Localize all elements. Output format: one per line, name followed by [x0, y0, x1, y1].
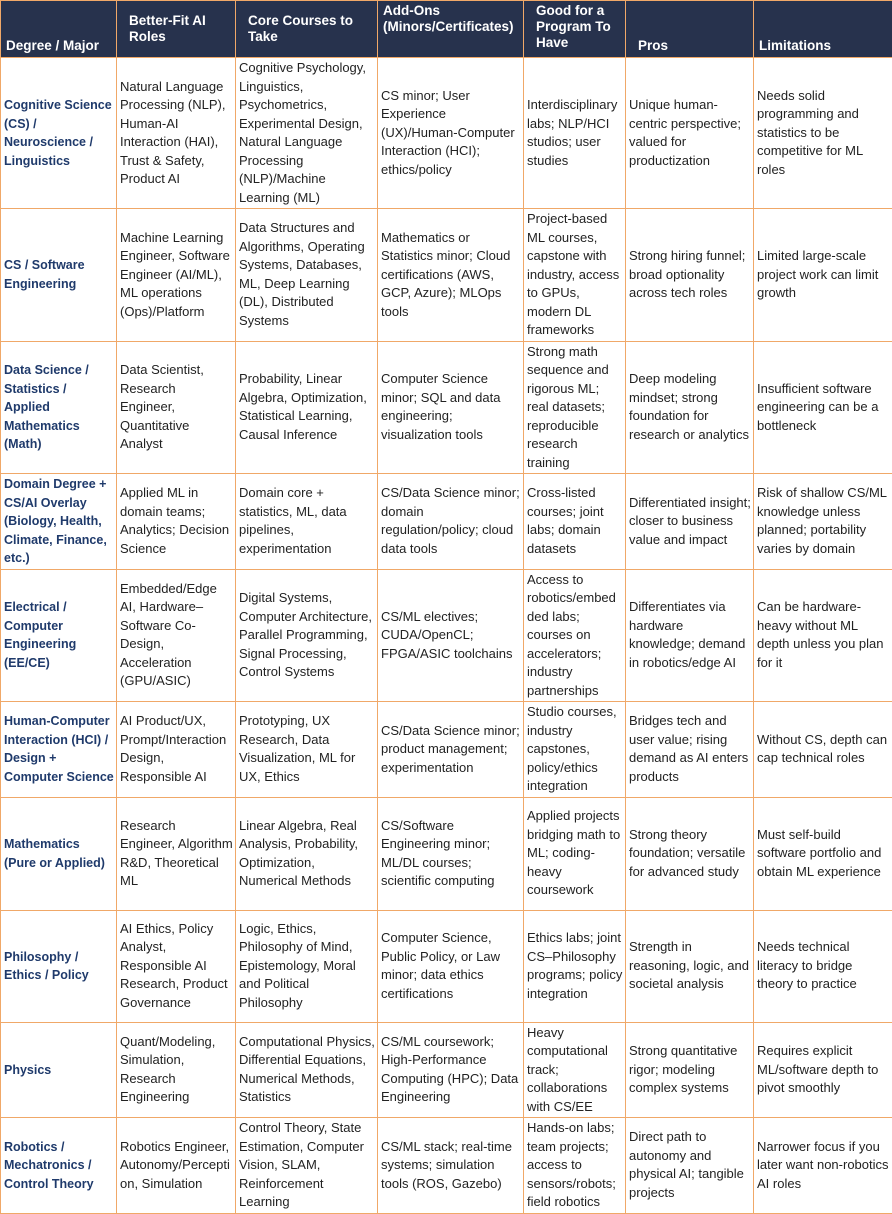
addons-cell: CS/Data Science minor; domain regulation/policy; cloud data tools [378, 474, 524, 570]
pros-cell: Strength in reasoning, logic, and societal analysis [626, 910, 754, 1022]
table-row [1, 1022, 892, 1118]
courses-cell: Domain core + statistics, ML, data pipelines, experimentation [236, 474, 378, 570]
table-row [1, 569, 892, 702]
degree-cell: Human-Computer Interaction (HCI) / Design + Computer Science [1, 702, 117, 798]
table-row [1, 910, 892, 1022]
addons-cell: Mathematics or Statistics minor; Cloud certifications (AWS, GCP, Azure); MLOps tools [378, 209, 524, 342]
header-row [1, 1, 892, 58]
roles-cell: AI Ethics, Policy Analyst, Responsible AI Research, Product Governance [117, 910, 236, 1022]
degree-cell: Robotics / Mechatronics / Control Theory [1, 1118, 117, 1214]
pros-cell: Strong hiring funnel; broad optionality across tech roles [626, 209, 754, 342]
addons-cell: CS/Data Science minor; product management; experimentation [378, 702, 524, 798]
program-cell: Hands-on labs; team projects; access to sensors/robots; field robotics [524, 1118, 626, 1214]
roles-cell: Data Scientist, Research Engineer, Quantitative Analyst [117, 341, 236, 474]
program-cell: Strong math sequence and rigorous ML; real datasets; reproducible research training [524, 341, 626, 474]
pros-cell: Unique human-centric perspective; valued for productization [626, 58, 754, 209]
degree-cell: Philosophy / Ethics / Policy [1, 910, 117, 1022]
limitations-cell: Limited large-scale project work can limit growth [754, 209, 892, 342]
courses-cell: Digital Systems, Computer Architecture, Parallel Programming, Signal Processing, Control Systems [236, 569, 378, 702]
program-cell: Access to robotics/embedded labs; courses on accelerators; industry partnerships [524, 569, 626, 702]
program-cell: Studio courses, industry capstones, policy/ethics integration [524, 702, 626, 798]
pros-cell: Differentiates via hardware knowledge; demand in robotics/edge AI [626, 569, 754, 702]
degree-cell: Physics [1, 1022, 117, 1118]
limitations-cell: Can be hardware-heavy without ML depth unless you plan for it [754, 569, 892, 702]
header-courses: Core Courses to Take [236, 1, 378, 58]
roles-cell: Embedded/Edge AI, Hardware–Software Co-Design, Acceleration (GPU/ASIC) [117, 569, 236, 702]
roles-cell: Robotics Engineer, Autonomy/Perception, Simulation [117, 1118, 236, 1214]
roles-cell: Quant/Modeling, Simulation, Research Engineering [117, 1022, 236, 1118]
pros-cell: Differentiated insight; closer to business value and impact [626, 474, 754, 570]
degree-cell: Domain Degree + CS/AI Overlay (Biology, Health, Climate, Finance, etc.) [1, 474, 117, 570]
table-row [1, 209, 892, 342]
header-roles: Better-Fit AI Roles [117, 1, 236, 58]
courses-cell: Computational Physics, Differential Equations, Numerical Methods, Statistics [236, 1022, 378, 1118]
header-limitations: Limitations [754, 1, 892, 58]
table-row [1, 1118, 892, 1214]
roles-cell: Research Engineer, Algorithm R&D, Theoretical ML [117, 797, 236, 910]
table-row [1, 341, 892, 474]
addons-cell: Computer Science minor; SQL and data engineering; visualization tools [378, 341, 524, 474]
limitations-cell: Risk of shallow CS/ML knowledge unless planned; portability varies by domain [754, 474, 892, 570]
program-cell: Applied projects bridging math to ML; coding-heavy coursework [524, 797, 626, 910]
addons-cell: CS/ML coursework; High-Performance Computing (HPC); Data Engineering [378, 1022, 524, 1118]
table-row [1, 702, 892, 798]
degree-cell: Cognitive Science (CS) / Neuroscience / Linguistics [1, 58, 117, 209]
roles-cell: Applied ML in domain teams; Analytics; Decision Science [117, 474, 236, 570]
limitations-cell: Must self-build software portfolio and obtain ML experience [754, 797, 892, 910]
courses-cell: Linear Algebra, Real Analysis, Probability, Optimization, Numerical Methods [236, 797, 378, 910]
degree-cell: Data Science / Statistics / Applied Mathematics (Math) [1, 341, 117, 474]
limitations-cell: Needs technical literacy to bridge theory to practice [754, 910, 892, 1022]
header-pros: Pros [626, 1, 754, 58]
program-cell: Ethics labs; joint CS–Philosophy programs; policy integration [524, 910, 626, 1022]
header-addons: Add-Ons (Minors/Certificates) [378, 1, 524, 58]
pros-cell: Strong theory foundation; versatile for advanced study [626, 797, 754, 910]
program-cell: Interdisciplinary labs; NLP/HCI studios; user studies [524, 58, 626, 209]
addons-cell: CS/Software Engineering minor; ML/DL courses; scientific computing [378, 797, 524, 910]
table-row [1, 58, 892, 209]
addons-cell: CS/ML stack; real-time systems; simulation tools (ROS, Gazebo) [378, 1118, 524, 1214]
courses-cell: Cognitive Psychology, Linguistics, Psychometrics, Experimental Design, Natural Language Processing (NLP)/Machine Learning (ML) [236, 58, 378, 209]
header-degree: Degree / Major [1, 1, 117, 58]
pros-cell: Strong quantitative rigor; modeling complex systems [626, 1022, 754, 1118]
addons-cell: CS/ML electives; CUDA/OpenCL; FPGA/ASIC toolchains [378, 569, 524, 702]
limitations-cell: Narrower focus if you later want non-robotics AI roles [754, 1118, 892, 1214]
table-row [1, 797, 892, 910]
pros-cell: Bridges tech and user value; rising demand as AI enters products [626, 702, 754, 798]
addons-cell: CS minor; User Experience (UX)/Human-Computer Interaction (HCI); ethics/policy [378, 58, 524, 209]
header-program: Good for a Program To Have [524, 1, 626, 58]
degree-cell: Electrical / Computer Engineering (EE/CE) [1, 569, 117, 702]
table-row [1, 474, 892, 570]
pros-cell: Deep modeling mindset; strong foundation for research or analytics [626, 341, 754, 474]
roles-cell: Natural Language Processing (NLP), Human-AI Interaction (HAI), Trust & Safety, Product AI [117, 58, 236, 209]
courses-cell: Control Theory, State Estimation, Computer Vision, SLAM, Reinforcement Learning [236, 1118, 378, 1214]
addons-cell: Computer Science, Public Policy, or Law minor; data ethics certifications [378, 910, 524, 1022]
degree-cell: Mathematics (Pure or Applied) [1, 797, 117, 910]
degree-cell: CS / Software Engineering [1, 209, 117, 342]
courses-cell: Data Structures and Algorithms, Operating Systems, Databases, ML, Deep Learning (DL), Distributed Systems [236, 209, 378, 342]
program-cell: Project-based ML courses, capstone with industry, access to GPUs, modern DL frameworks [524, 209, 626, 342]
program-cell: Cross-listed courses; joint labs; domain datasets [524, 474, 626, 570]
pros-cell: Direct path to autonomy and physical AI; tangible projects [626, 1118, 754, 1214]
limitations-cell: Without CS, depth can cap technical roles [754, 702, 892, 798]
courses-cell: Probability, Linear Algebra, Optimization, Statistical Learning, Causal Inference [236, 341, 378, 474]
limitations-cell: Needs solid programming and statistics to be competitive for ML roles [754, 58, 892, 209]
program-cell: Heavy computational track; collaborations with CS/EE [524, 1022, 626, 1118]
roles-cell: Machine Learning Engineer, Software Engineer (AI/ML), ML operations (Ops)/Platform [117, 209, 236, 342]
courses-cell: Prototyping, UX Research, Data Visualization, ML for UX, Ethics [236, 702, 378, 798]
courses-cell: Logic, Ethics, Philosophy of Mind, Epistemology, Moral and Political Philosophy [236, 910, 378, 1022]
limitations-cell: Requires explicit ML/software depth to pivot smoothly [754, 1022, 892, 1118]
roles-cell: AI Product/UX, Prompt/Interaction Design, Responsible AI [117, 702, 236, 798]
limitations-cell: Insufficient software engineering can be a bottleneck [754, 341, 892, 474]
